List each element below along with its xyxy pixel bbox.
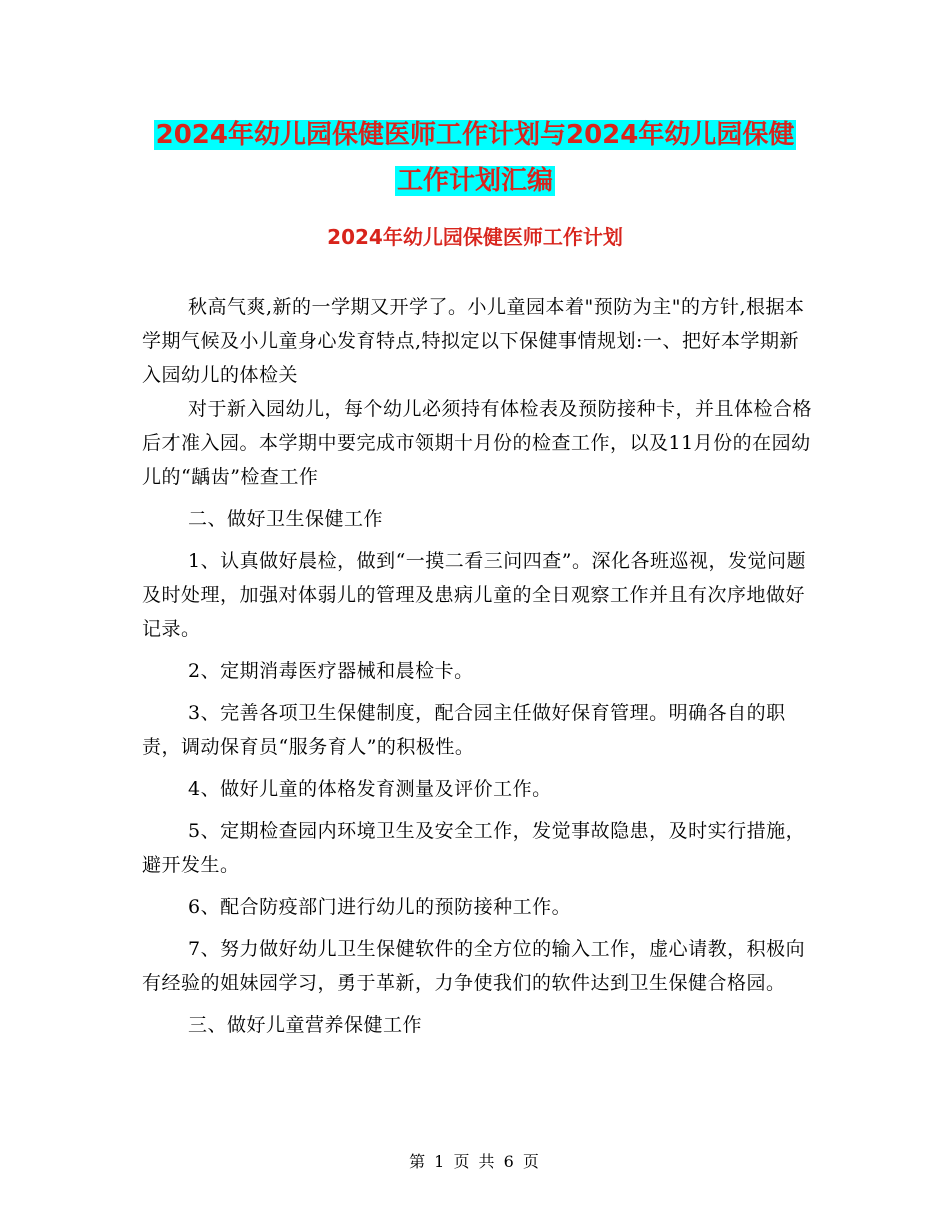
paragraph-intro: 秋高气爽,新的一学期又开学了。小儿童园本着"预防为主"的方针,根据本学期气候及小儿童身心发育特点,特拟定以下保健事情规划:一、把好本学期新入园幼儿的体检关 (142, 296, 805, 386)
document-title-line-1: 2024年幼儿园保健医师工作计划与2024年幼儿园保健 (155, 120, 795, 150)
list-item-7: 7、努力做好幼儿卫生保健软件的全方位的输入工作，虚心请教，积极向有经验的姐妹园学习，勇于革新，力争使我们的软件达到卫生保健合格园。 (142, 938, 806, 994)
list-item-4: 4、做好儿童的体格发育测量及评价工作。 (188, 778, 552, 800)
heading-section-2: 二、做好卫生保健工作 (188, 508, 384, 530)
section-title: 2024年幼儿园保健医师工作计划 (327, 225, 623, 249)
list-item-3: 3、完善各项卫生保健制度，配合园主任做好保育管理。明确各自的职责，调动保育员“服务育人”的积极性。 (142, 702, 786, 758)
document-title-line-2: 工作计划汇编 (396, 166, 553, 196)
paragraph-new-entrants: 对于新入园幼儿，每个幼儿必须持有体检表及预防接种卡，并且体检合格后才准入园。本学期中要完成市领期十月份的检查工作，以及11月份的在园幼儿的“龋齿”检查工作 (142, 398, 813, 488)
heading-section-3: 三、做好儿童营养保健工作 (188, 1014, 423, 1036)
document-title (0, 112, 950, 204)
list-item-1: 1、认真做好晨检，做到“一摸二看三问四查”。深化各班巡视，发觉问题及时处理，加强对体弱儿的管理及患病儿童的全日观察工作并且有次序地做好记录。 (142, 550, 807, 640)
page-number-footer: 第 1 页 共 6 页 (409, 1152, 541, 1171)
list-item-2: 2、定期消毒医疗器械和晨检卡。 (188, 660, 474, 682)
document-body (142, 290, 814, 1042)
list-item-5: 5、定期检查园内环境卫生及安全工作，发觉事故隐患，及时实行措施，避开发生。 (142, 820, 806, 876)
list-item-6: 6、配合防疫部门进行幼儿的预防接种工作。 (188, 896, 572, 918)
